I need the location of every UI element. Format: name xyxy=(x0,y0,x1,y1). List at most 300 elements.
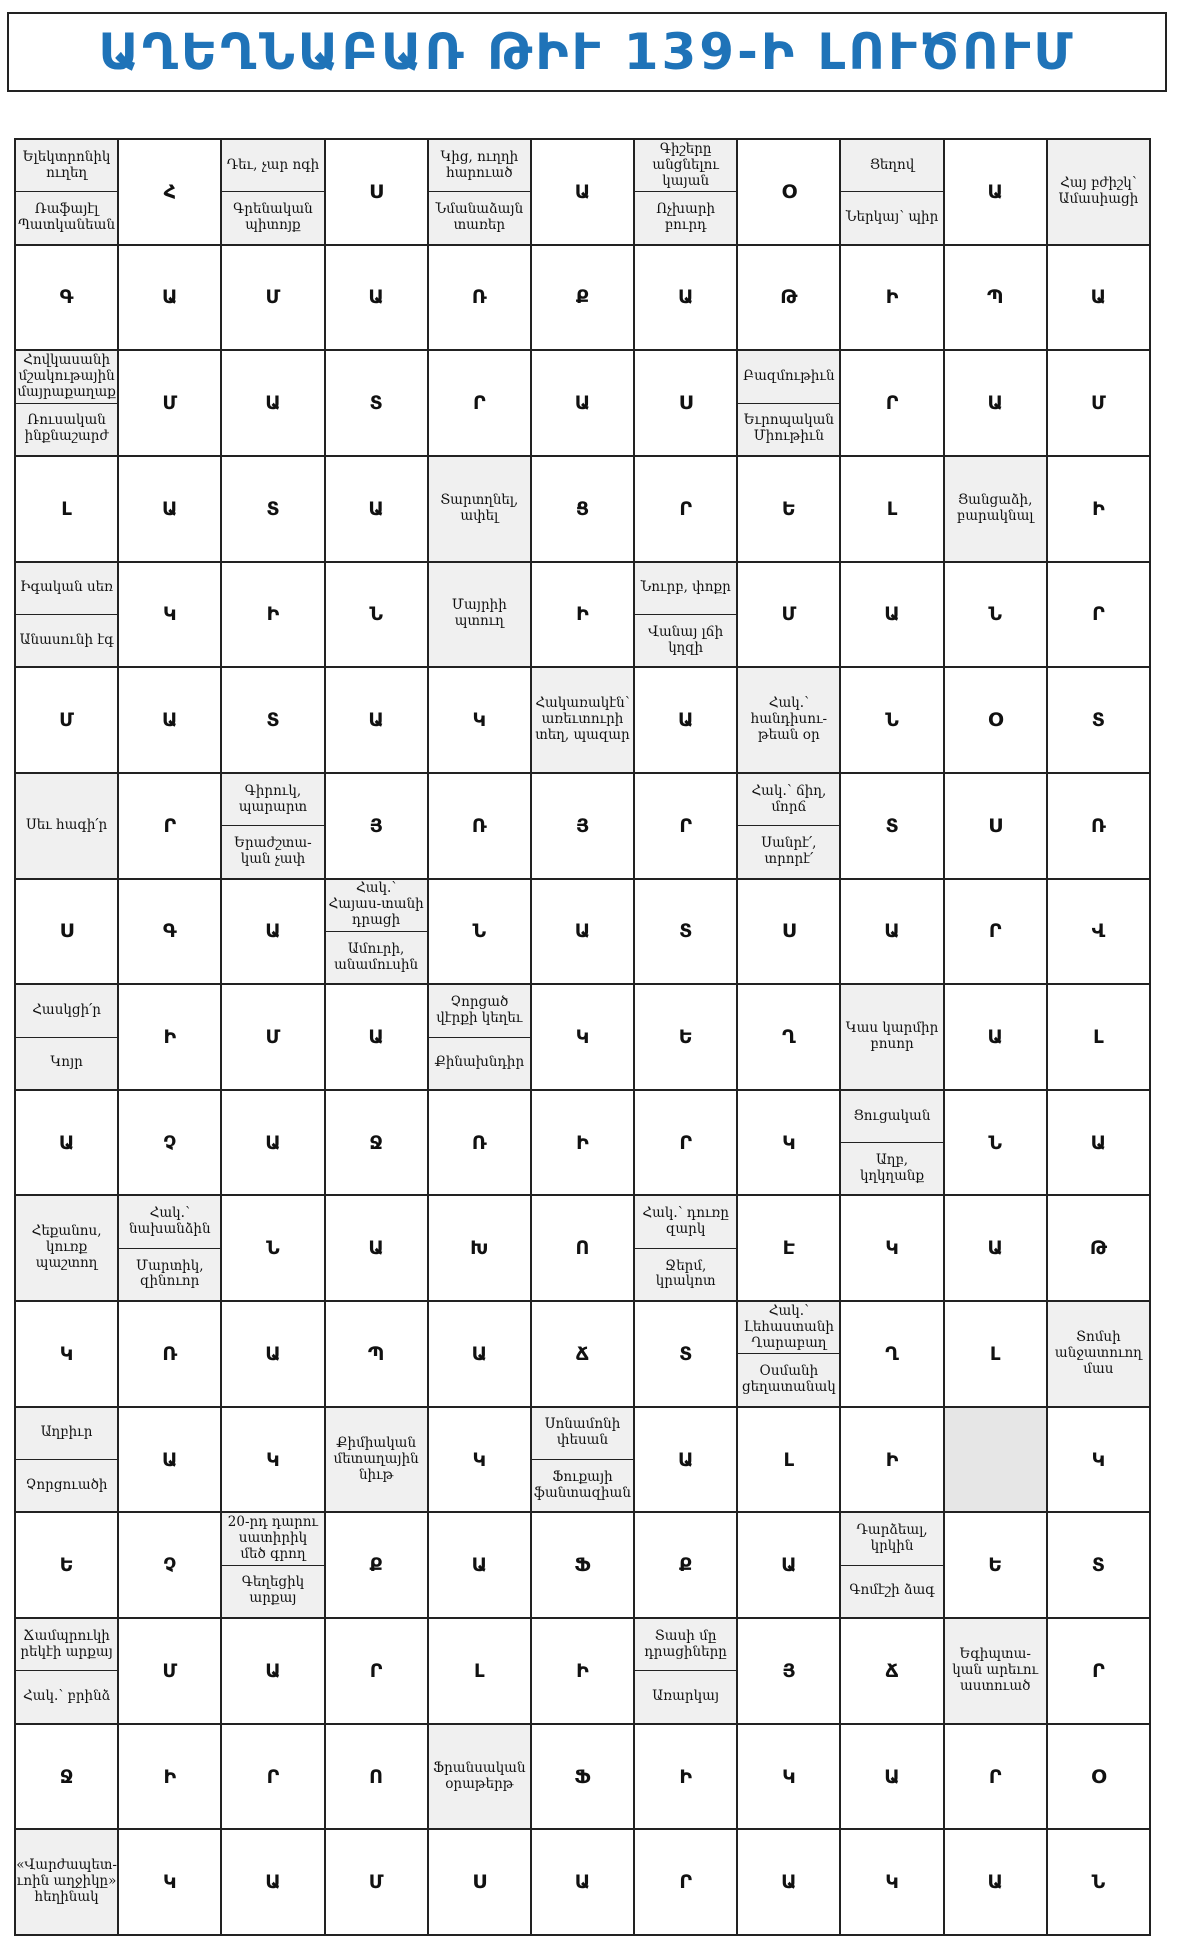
clue-cell xyxy=(738,668,841,774)
answer-cell xyxy=(119,140,222,246)
clue-cell xyxy=(532,668,635,774)
answer-cell xyxy=(16,668,119,774)
answer-cell xyxy=(16,880,119,986)
answer-cell xyxy=(1048,668,1151,774)
clue-cell xyxy=(429,1725,532,1831)
answer-cell xyxy=(326,985,429,1091)
answer-cell xyxy=(119,668,222,774)
answer-cell xyxy=(119,1408,222,1514)
clue-text: Ելեկտրոնիկ ուղեղ xyxy=(22,148,111,181)
answer-letter: Տ xyxy=(679,920,693,943)
clue-cell xyxy=(635,563,738,669)
clue-text: Առարկայ xyxy=(635,1670,736,1722)
answer-letter: Է xyxy=(782,1237,796,1260)
answer-letter: Ա xyxy=(368,709,384,732)
answer-letter: Ք xyxy=(575,286,590,309)
clue-text: Սոնամոնի փեսան xyxy=(544,1416,621,1449)
answer-letter: Ա xyxy=(265,920,281,943)
answer-cell xyxy=(119,1302,222,1408)
answer-cell xyxy=(532,457,635,563)
clue-cell xyxy=(945,457,1048,563)
answer-cell xyxy=(635,880,738,986)
answer-cell xyxy=(841,563,944,669)
clue-text: Մայրիի պտուղ xyxy=(451,597,507,630)
answer-cell xyxy=(1048,774,1151,880)
answer-letter: Ց xyxy=(575,497,590,520)
clue-text: Ցեղով xyxy=(869,156,915,173)
answer-letter: Ի xyxy=(885,1448,899,1471)
answer-cell xyxy=(635,668,738,774)
answer-cell xyxy=(945,140,1048,246)
answer-letter: Ք xyxy=(679,1554,693,1577)
answer-letter: Ն xyxy=(369,603,383,626)
clue-text: Աղբիւր xyxy=(40,1424,93,1441)
answer-cell xyxy=(1048,1196,1151,1302)
clue-text: Եգիպտա-կան արեւու աստուած xyxy=(952,1645,1039,1694)
answer-cell xyxy=(738,140,841,246)
answer-letter: Խ xyxy=(470,1237,489,1260)
answer-letter: Օ xyxy=(1091,1765,1106,1788)
answer-cell xyxy=(429,1513,532,1619)
answer-letter: Ր xyxy=(885,392,899,415)
answer-letter: Չ xyxy=(163,1554,177,1577)
answer-letter: Ե xyxy=(59,1554,74,1577)
clue-text: Իգական սեռ xyxy=(20,579,113,596)
answer-cell xyxy=(326,563,429,669)
answer-letter: Յ xyxy=(369,814,383,837)
answer-letter: Ի xyxy=(576,1659,589,1682)
answer-letter: Ր xyxy=(1092,603,1105,626)
answer-letter: Յ xyxy=(575,814,590,837)
answer-cell xyxy=(326,1725,429,1831)
answer-letter: Կ xyxy=(472,709,487,732)
clue-text: Տոմսի անջատուող մաս xyxy=(1054,1329,1142,1377)
clue-text: 20-րդ դարու սատիրիկ մեծ գրող xyxy=(227,1514,319,1563)
answer-cell xyxy=(222,668,325,774)
answer-letter: Ի xyxy=(885,286,899,309)
answer-cell xyxy=(945,1196,1048,1302)
answer-cell xyxy=(326,1196,429,1302)
answer-cell xyxy=(1048,457,1151,563)
answer-cell xyxy=(532,563,635,669)
answer-letter: Ր xyxy=(369,1659,383,1682)
clue-text: Բազմութիւն xyxy=(743,367,835,384)
clue-text: Հակ.՝ Հայաս-տանի դրացի xyxy=(328,880,424,929)
answer-cell xyxy=(1048,1091,1151,1197)
clue-cell xyxy=(326,880,429,986)
answer-letter: Ա xyxy=(987,1025,1003,1048)
answer-letter: Ա xyxy=(471,1342,488,1365)
answer-cell xyxy=(532,1725,635,1831)
answer-cell xyxy=(841,457,944,563)
answer-letter: Ի xyxy=(576,1131,589,1154)
answer-letter: Տ xyxy=(885,814,899,837)
clue-cell xyxy=(429,457,532,563)
clue-text: Նուրբ, փոքր xyxy=(640,579,731,596)
answer-letter: Ճ xyxy=(575,1342,590,1365)
clue-text: Ներկայ՝ պիր xyxy=(841,191,942,243)
answer-cell xyxy=(738,985,841,1091)
answer-letter: Ր xyxy=(472,392,486,415)
answer-letter: Ռ xyxy=(162,1342,178,1365)
answer-cell xyxy=(738,246,841,352)
answer-cell xyxy=(945,774,1048,880)
answer-cell xyxy=(635,457,738,563)
clue-text: Տարտղնել, ափել xyxy=(440,491,519,524)
answer-cell xyxy=(429,1619,532,1725)
answer-letter: Ա xyxy=(58,1131,75,1154)
answer-cell xyxy=(429,246,532,352)
answer-letter: Ա xyxy=(1090,286,1107,309)
answer-letter: Ր xyxy=(163,814,177,837)
answer-letter: Ա xyxy=(987,392,1003,415)
blocked-cell xyxy=(945,1408,1048,1514)
answer-cell xyxy=(119,1725,222,1831)
answer-cell xyxy=(945,246,1048,352)
clue-text: Սեւ հագի՛ր xyxy=(25,816,108,833)
answer-letter: Կ xyxy=(885,1237,899,1260)
answer-letter: Ա xyxy=(265,1871,281,1894)
answer-cell xyxy=(16,1302,119,1408)
answer-letter: Ա xyxy=(987,180,1003,203)
answer-letter: Ր xyxy=(988,1765,1002,1788)
answer-cell xyxy=(429,668,532,774)
answer-letter: Տ xyxy=(266,497,280,520)
answer-letter: Տ xyxy=(679,1342,693,1365)
answer-letter: Ս xyxy=(472,1871,487,1894)
answer-letter: Ա xyxy=(987,1237,1003,1260)
answer-letter: Ա xyxy=(677,1448,694,1471)
answer-cell xyxy=(635,1725,738,1831)
answer-letter: Ո xyxy=(575,1237,590,1260)
clue-text: Ռուսական ինքնաշարժ xyxy=(16,403,117,455)
answer-cell xyxy=(222,1302,325,1408)
answer-letter: Տ xyxy=(1091,709,1105,732)
answer-letter: Լ xyxy=(783,1448,795,1471)
answer-letter: Հ xyxy=(163,180,176,203)
answer-cell xyxy=(119,985,222,1091)
clue-cell xyxy=(222,774,325,880)
answer-letter: Կ xyxy=(59,1342,74,1365)
answer-cell xyxy=(222,1408,325,1514)
answer-cell xyxy=(635,1830,738,1936)
answer-cell xyxy=(738,1619,841,1725)
clue-cell xyxy=(16,1830,119,1936)
clue-cell xyxy=(119,1196,222,1302)
answer-cell xyxy=(635,246,738,352)
clue-cell xyxy=(16,1619,119,1725)
answer-cell xyxy=(429,1302,532,1408)
clue-cell xyxy=(841,985,944,1091)
answer-letter: Ա xyxy=(265,1659,281,1682)
answer-letter: Մ xyxy=(781,603,797,626)
answer-cell xyxy=(841,1302,944,1408)
answer-cell xyxy=(222,457,325,563)
answer-cell xyxy=(1048,1619,1151,1725)
clue-cell xyxy=(841,140,944,246)
answer-letter: Տ xyxy=(369,392,383,415)
clue-cell xyxy=(16,140,119,246)
answer-letter: Տ xyxy=(266,709,280,732)
answer-letter: Ա xyxy=(265,1131,281,1154)
answer-letter: Ա xyxy=(987,1871,1003,1894)
answer-cell xyxy=(222,1725,325,1831)
answer-letter: Ա xyxy=(265,392,281,415)
answer-cell xyxy=(738,1725,841,1831)
clue-text: Քինախնդիր xyxy=(429,1037,530,1089)
answer-cell xyxy=(635,774,738,880)
clue-text: Գիրուկ, պարարտ xyxy=(238,782,308,815)
answer-cell xyxy=(429,351,532,457)
answer-cell xyxy=(16,457,119,563)
answer-letter: Ե xyxy=(988,1554,1003,1577)
answer-letter: Ս xyxy=(781,920,796,943)
answer-cell xyxy=(326,246,429,352)
answer-cell xyxy=(119,774,222,880)
clue-cell xyxy=(532,1408,635,1514)
answer-letter: Գ xyxy=(59,286,74,309)
answer-cell xyxy=(738,1830,841,1936)
clue-cell xyxy=(429,563,532,669)
answer-letter: Ս xyxy=(59,920,74,943)
answer-letter: Ր xyxy=(266,1765,280,1788)
answer-cell xyxy=(532,774,635,880)
clue-text: Հովկասանի մշակութային մայրաքաղաք xyxy=(17,352,116,400)
answer-letter: Ն xyxy=(885,709,899,732)
answer-cell xyxy=(738,457,841,563)
answer-letter: Ա xyxy=(884,1765,900,1788)
clue-cell xyxy=(738,774,841,880)
clue-cell xyxy=(635,1619,738,1725)
answer-cell xyxy=(119,351,222,457)
answer-cell xyxy=(532,1196,635,1302)
answer-cell xyxy=(1048,246,1151,352)
answer-letter: Մ xyxy=(265,286,281,309)
answer-cell xyxy=(16,1725,119,1831)
answer-letter: Ֆ xyxy=(574,1765,591,1788)
clue-cell xyxy=(429,985,532,1091)
crossword-grid xyxy=(14,138,1151,1936)
answer-letter: Ռ xyxy=(1090,814,1106,837)
answer-cell xyxy=(429,1196,532,1302)
clue-text: Երաժշտա-կան չափ xyxy=(222,825,323,877)
answer-letter: Օ xyxy=(781,180,797,203)
clue-text: Գեղեցիկ արքայ xyxy=(222,1565,323,1617)
answer-cell xyxy=(429,1408,532,1514)
answer-cell xyxy=(326,1513,429,1619)
answer-letter: Պ xyxy=(986,286,1004,309)
answer-letter: Ր xyxy=(988,920,1002,943)
answer-letter: Ր xyxy=(679,497,692,520)
answer-cell xyxy=(326,457,429,563)
answer-letter: Ր xyxy=(1092,1659,1105,1682)
clue-text: Չորցուածի xyxy=(16,1459,117,1511)
answer-cell xyxy=(429,774,532,880)
answer-letter: Ա xyxy=(162,286,178,309)
answer-cell xyxy=(16,1513,119,1619)
clue-text: Մարտիկ, զինուոր xyxy=(119,1248,220,1300)
clue-text: Ամուրի, անամուսին xyxy=(326,931,427,983)
answer-letter: Մ xyxy=(59,709,74,732)
answer-letter: Ի xyxy=(1092,497,1105,520)
clue-text: Հակ.՝ Լեհաստանի Ղարաբաղ xyxy=(743,1302,834,1351)
answer-letter: Ջ xyxy=(59,1765,74,1788)
answer-cell xyxy=(326,774,429,880)
answer-letter: Կ xyxy=(575,1025,590,1048)
answer-cell xyxy=(1048,1830,1151,1936)
answer-letter: Ե xyxy=(678,1025,693,1048)
answer-cell xyxy=(841,774,944,880)
answer-letter: Գ xyxy=(162,920,177,943)
answer-cell xyxy=(1048,1513,1151,1619)
answer-letter: Ա xyxy=(471,1554,488,1577)
answer-cell xyxy=(635,1091,738,1197)
answer-cell xyxy=(945,1513,1048,1619)
clue-text: Ռաֆայէլ Պատկանեան xyxy=(16,191,117,243)
answer-cell xyxy=(738,1091,841,1197)
answer-cell xyxy=(119,457,222,563)
clue-text: Գոմէշի ձագ xyxy=(841,1565,942,1617)
answer-letter: Ն xyxy=(988,603,1003,626)
clue-text: Ոչխարի բուրդ xyxy=(635,191,736,243)
answer-letter: Ն xyxy=(988,1131,1003,1154)
answer-letter: Չ xyxy=(163,1131,177,1154)
clue-text: Ցանցաձի, բարակնալ xyxy=(956,491,1034,524)
answer-cell xyxy=(945,668,1048,774)
answer-letter: Ն xyxy=(266,1237,280,1260)
answer-letter: Լ xyxy=(886,497,898,520)
clue-text: Հակ.՝ հանդիսու-թեան օր xyxy=(750,695,828,744)
clue-text: Անասունի էգ xyxy=(16,614,117,666)
answer-cell xyxy=(1048,1725,1151,1831)
clue-cell xyxy=(738,1302,841,1408)
clue-cell xyxy=(841,1513,944,1619)
clue-text: «Վարժապետ-ւոին աղջիկը» հեղինակ xyxy=(16,1857,117,1906)
clue-text: Հակ.՝ ճիղ, մորճ xyxy=(751,782,827,815)
clue-cell xyxy=(1048,140,1151,246)
answer-letter: Ա xyxy=(574,1871,591,1894)
answer-cell xyxy=(119,1513,222,1619)
answer-cell xyxy=(635,985,738,1091)
answer-cell xyxy=(532,246,635,352)
answer-letter: Ի xyxy=(576,603,589,626)
answer-letter: Ի xyxy=(679,1765,692,1788)
answer-letter: Կ xyxy=(1091,1448,1106,1471)
answer-cell xyxy=(119,1619,222,1725)
title-banner xyxy=(7,12,1167,92)
clue-cell xyxy=(841,1091,944,1197)
answer-cell xyxy=(841,1408,944,1514)
answer-letter: Ա xyxy=(574,392,591,415)
answer-letter: Ի xyxy=(163,1025,177,1048)
answer-letter: Լ xyxy=(989,1342,1001,1365)
answer-cell xyxy=(1048,1408,1151,1514)
clue-text: Հայ բժիշկ՝ Ամասիացի xyxy=(1058,174,1139,207)
clue-text: Չորցած վէրքի կեղեւ xyxy=(436,993,523,1026)
answer-cell xyxy=(119,1091,222,1197)
answer-letter: Կ xyxy=(885,1871,899,1894)
answer-cell xyxy=(841,1196,944,1302)
answer-letter: Ս xyxy=(988,814,1003,837)
answer-cell xyxy=(841,351,944,457)
answer-letter: Կ xyxy=(782,1131,796,1154)
answer-cell xyxy=(738,1513,841,1619)
answer-letter: Ղ xyxy=(885,1342,899,1365)
answer-cell xyxy=(326,1619,429,1725)
clue-text: Քիմիական մետաղային նիւթ xyxy=(333,1434,419,1483)
clue-text: Կոյր xyxy=(16,1037,117,1089)
clue-text: Հակ.՝ բրինձ xyxy=(16,1670,117,1722)
answer-letter: Ա xyxy=(574,180,591,203)
clue-text: Ճամպրուկի րեկէի արքայ xyxy=(20,1627,113,1660)
answer-cell xyxy=(222,985,325,1091)
answer-cell xyxy=(222,880,325,986)
answer-cell xyxy=(429,1091,532,1197)
answer-cell xyxy=(738,1196,841,1302)
answer-letter: Ա xyxy=(368,286,384,309)
answer-cell xyxy=(326,1091,429,1197)
answer-cell xyxy=(222,351,325,457)
answer-letter: Ե xyxy=(781,497,796,520)
answer-letter: Ա xyxy=(162,497,178,520)
answer-cell xyxy=(326,140,429,246)
answer-cell xyxy=(945,563,1048,669)
clue-text: Դարձեալ, կրկին xyxy=(856,1522,928,1555)
clue-cell xyxy=(222,140,325,246)
answer-cell xyxy=(429,1830,532,1936)
answer-cell xyxy=(222,1619,325,1725)
clue-text: Կաս կարմիր բոսոր xyxy=(845,1020,939,1052)
answer-letter: Ղ xyxy=(782,1025,796,1048)
answer-letter: Մ xyxy=(162,1659,178,1682)
answer-cell xyxy=(326,1302,429,1408)
answer-letter: Ա xyxy=(368,497,384,520)
answer-letter: Կ xyxy=(162,1871,177,1894)
answer-letter: Ա xyxy=(265,1342,281,1365)
clue-text: Աղբ, կղկղանք xyxy=(841,1142,942,1194)
answer-cell xyxy=(841,246,944,352)
answer-letter: Ն xyxy=(1091,1871,1106,1894)
answer-cell xyxy=(841,668,944,774)
answer-letter: Ա xyxy=(884,920,900,943)
page-title: ԱՂԵՂՆԱԲԱՌ ԹԻՒ 139-Ի ԼՈՒԾՈՒՄ xyxy=(98,23,1076,81)
clue-text: Ֆրանսական օրաթերթ xyxy=(433,1759,526,1792)
answer-letter: Ա xyxy=(781,1554,797,1577)
clue-cell xyxy=(326,1408,429,1514)
answer-letter: Լ xyxy=(1093,1025,1104,1048)
answer-cell xyxy=(119,246,222,352)
clue-text: Հակ.՝ նախանձին xyxy=(128,1205,211,1238)
answer-cell xyxy=(222,1830,325,1936)
answer-letter: Ի xyxy=(266,603,280,626)
clue-cell xyxy=(429,140,532,246)
clue-text: Գիշերը անցնելու կայան xyxy=(652,140,719,189)
clue-text: Ցուցական xyxy=(853,1107,931,1124)
answer-letter: Ա xyxy=(162,709,178,732)
clue-text: Նմանաձայն տառեր xyxy=(429,191,530,243)
clue-text: Գրենական պիտոյք xyxy=(222,191,323,243)
answer-cell xyxy=(841,1725,944,1831)
answer-cell xyxy=(945,985,1048,1091)
answer-letter: Լ xyxy=(474,1659,485,1682)
answer-cell xyxy=(841,1830,944,1936)
answer-letter: Մ xyxy=(1090,392,1106,415)
answer-letter: Կ xyxy=(162,603,177,626)
answer-cell xyxy=(222,1196,325,1302)
clue-text: Տասի մը դրացիները xyxy=(644,1627,727,1660)
answer-letter: Ր xyxy=(679,1131,692,1154)
answer-cell xyxy=(635,1408,738,1514)
